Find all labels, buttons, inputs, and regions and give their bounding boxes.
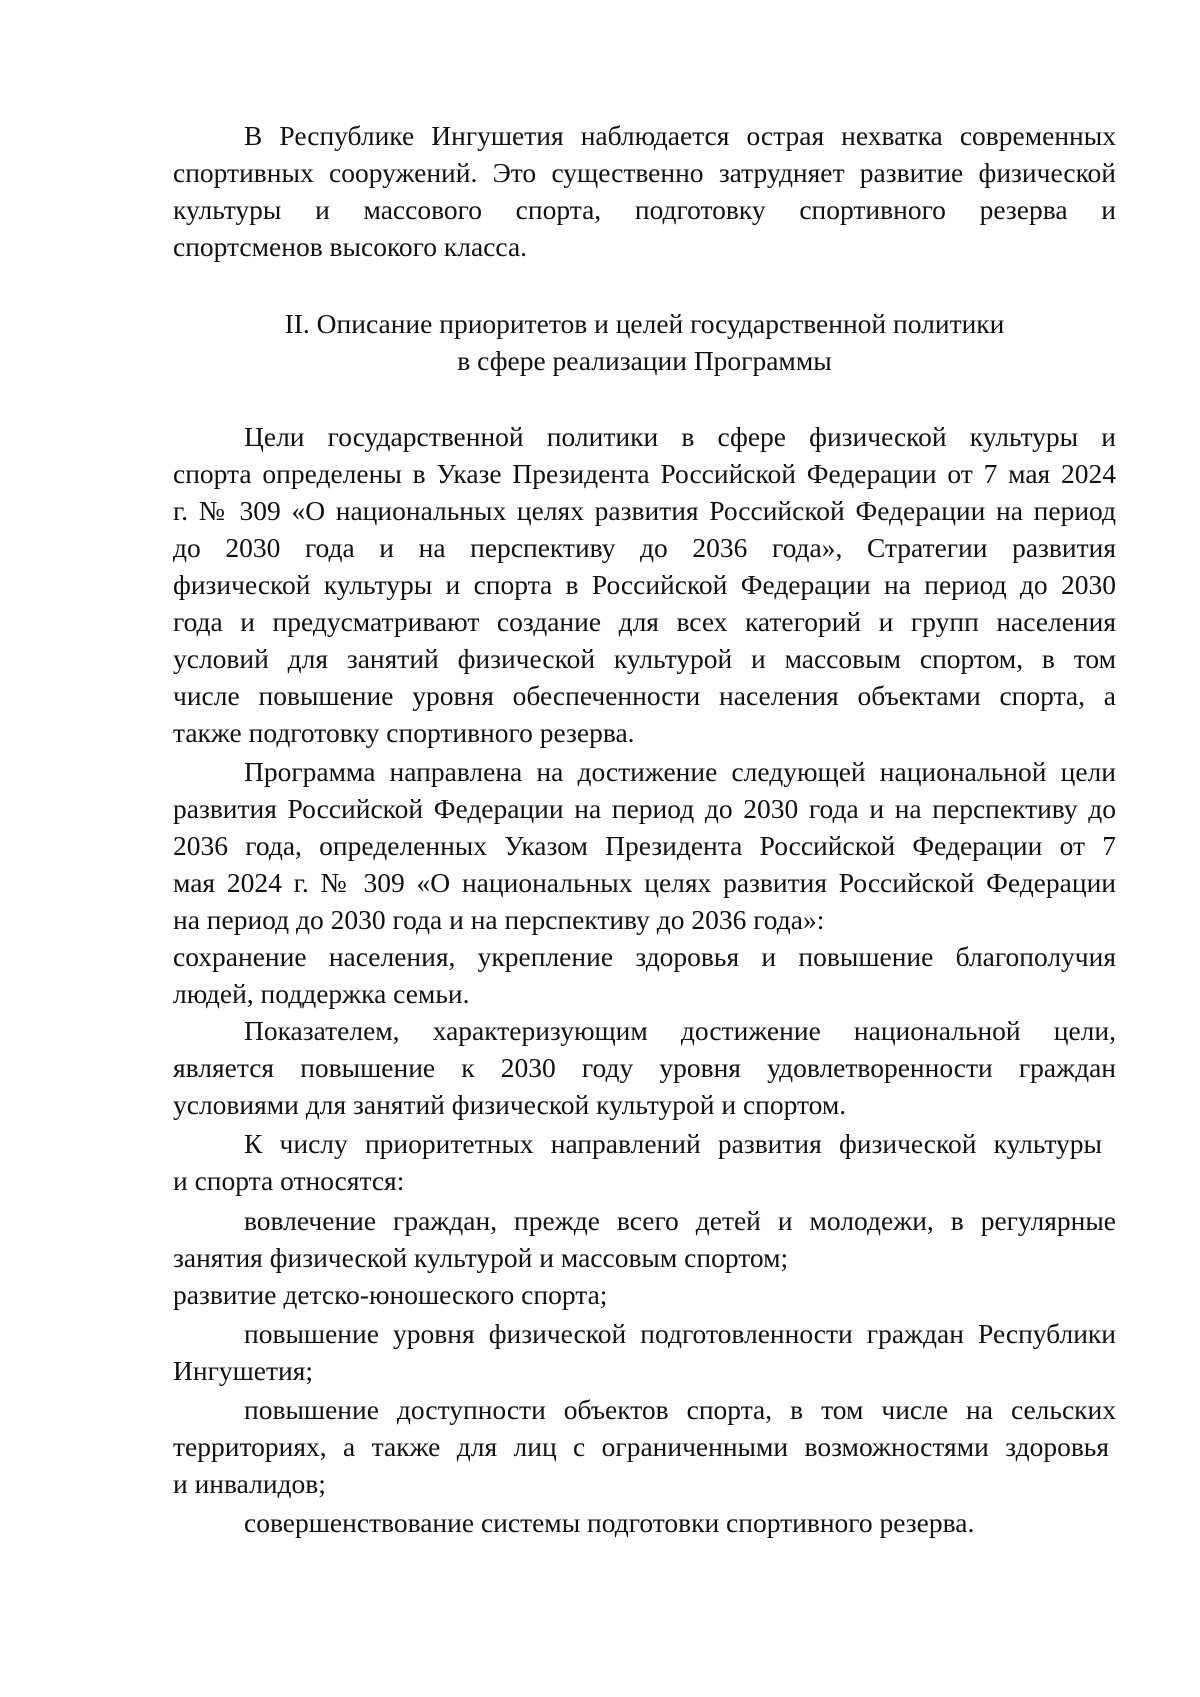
goals-paragraph-line: года и предусматривают создание для всех категорий и групп населения bbox=[173, 606, 1116, 637]
goals-paragraph-line: до 2030 года и на перспективу до 2036 года», Стратегии развития bbox=[173, 532, 1116, 563]
priority-item-line: и инвалидов; bbox=[173, 1468, 326, 1499]
program-paragraph-line: Программа направлена на достижение следующей национальной цели bbox=[244, 756, 1116, 787]
goals-paragraph-line: числе повышение уровня обеспеченности населения объектами спорта, а bbox=[173, 680, 1116, 711]
goals-paragraph-line: спорта определены в Указе Президента Российской Федерации от 7 мая 2024 bbox=[173, 458, 1116, 489]
priority-item-line: развитие детско-юношеского спорта; bbox=[173, 1279, 608, 1310]
program-paragraph-line: на период до 2030 года и на перспективу до 2036 года»: bbox=[173, 904, 825, 935]
priorities-intro-line: К числу приоритетных направлений развития физической культуры bbox=[244, 1128, 1102, 1159]
national-goal-line: сохранение населения, укрепление здоровья и повышение благополучия bbox=[173, 941, 1116, 972]
indicator-paragraph-line: условиями для занятий физической культурой и спортом. bbox=[173, 1089, 847, 1120]
intro-paragraph-line: В Республике Ингушетия наблюдается острая нехватка современных bbox=[244, 120, 1116, 151]
intro-paragraph-line: спортивных сооружений. Это существенно затрудняет развитие физической bbox=[173, 157, 1116, 188]
priority-item-line: вовлечение граждан, прежде всего детей и молодежи, в регулярные bbox=[244, 1205, 1116, 1236]
program-paragraph-line: мая 2024 г. № 309 «О национальных целях развития Российской Федерации bbox=[173, 867, 1116, 898]
indicator-paragraph-line: является повышение к 2030 году уровня удовлетворенности граждан bbox=[173, 1052, 1116, 1083]
priorities-intro-line: и спорта относятся: bbox=[173, 1165, 405, 1196]
priority-item-line: совершенствование системы подготовки спортивного резерва. bbox=[244, 1507, 975, 1538]
goals-paragraph-line: также подготовку спортивного резерва. bbox=[173, 717, 635, 748]
priority-item-line: повышение уровня физической подготовленности граждан Республики bbox=[244, 1318, 1116, 1349]
national-goal-line: людей, поддержка семьи. bbox=[173, 978, 470, 1009]
priority-item-line: повышение доступности объектов спорта, в том числе на сельских bbox=[244, 1394, 1116, 1425]
goals-paragraph-line: условий для занятий физической культурой и массовым спортом, в том bbox=[173, 643, 1116, 674]
section-heading-line: в сфере реализации Программы bbox=[457, 345, 832, 376]
goals-paragraph-line: г. № 309 «О национальных целях развития Российской Федерации на период bbox=[173, 495, 1116, 526]
program-paragraph-line: 2036 года, определенных Указом Президента Российской Федерации от 7 bbox=[173, 830, 1116, 861]
intro-paragraph-line: культуры и массового спорта, подготовку спортивного резерва и bbox=[173, 194, 1116, 225]
intro-paragraph-line: спортсменов высокого класса. bbox=[173, 231, 528, 262]
priority-item-line: территориях, а также для лиц с ограниченными возможностями здоровья bbox=[173, 1431, 1109, 1462]
indicator-paragraph-line: Показателем, характеризующим достижение национальной цели, bbox=[244, 1015, 1116, 1046]
priority-item-line: Ингушетия; bbox=[173, 1355, 314, 1386]
program-paragraph-line: развития Российской Федерации на период до 2030 года и на перспективу до bbox=[173, 793, 1116, 824]
goals-paragraph-line: физической культуры и спорта в Российской Федерации на период до 2030 bbox=[173, 569, 1116, 600]
goals-paragraph-line: Цели государственной политики в сфере физической культуры и bbox=[244, 421, 1116, 452]
section-heading-line: II. Описание приоритетов и целей государственной политики bbox=[284, 308, 1005, 339]
priority-item-line: занятия физической культурой и массовым спортом; bbox=[173, 1242, 789, 1273]
